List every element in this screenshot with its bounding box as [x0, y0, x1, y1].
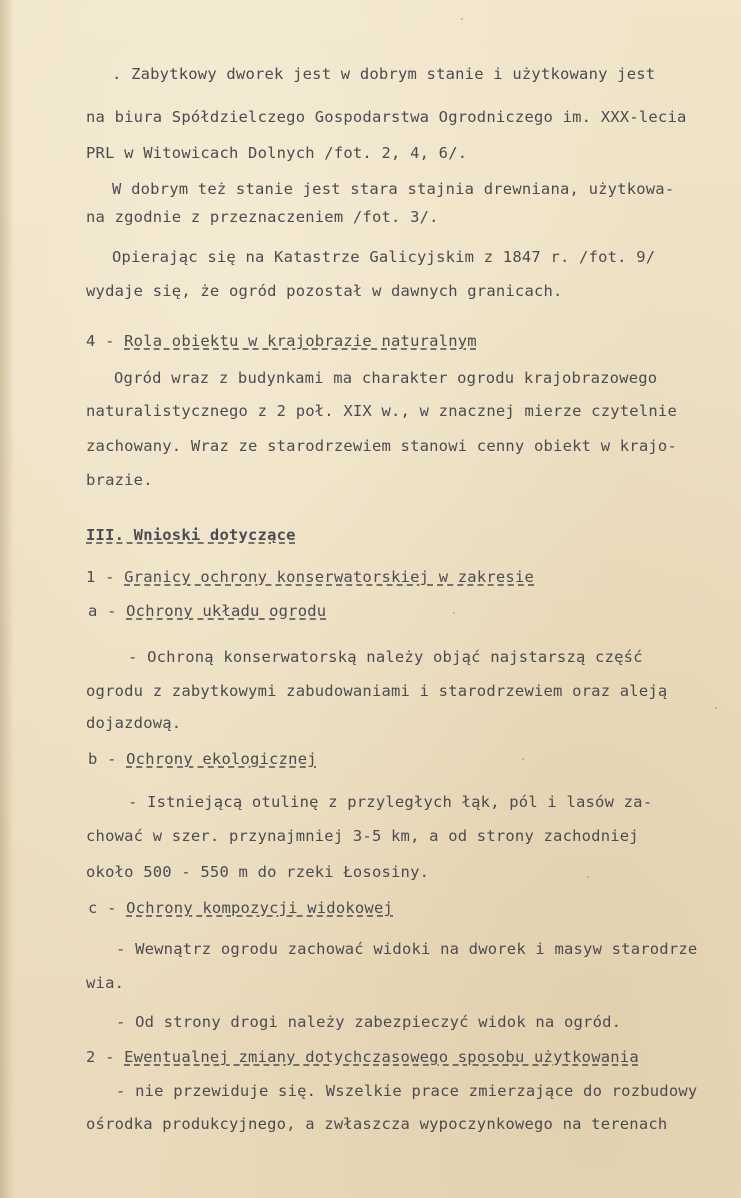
item-heading [88, 601, 326, 621]
paragraph-line: ogrodu z zabytkowymi zabudowaniami i starodrzewiem oraz aleją [86, 682, 668, 700]
paragraph-line: - nie przewiduje się. Wszelkie prace zmierzające do rozbudowy [116, 1082, 698, 1100]
item-heading [88, 898, 393, 918]
subsection-number: 2 - [86, 1048, 125, 1066]
subsection-title: Granicy ochrony konserwatorskiej w zakresie [124, 568, 535, 586]
chapter-heading: III. Wnioski dotyczące [86, 526, 296, 544]
paragraph-line: - Od strony drogi należy zabezpieczyć widok na ogród. [116, 1013, 622, 1031]
item-title: Ochrony ekologicznej [126, 750, 317, 768]
section-title: Rola obiektu w krajobrazie naturalnym [124, 332, 477, 350]
section-heading [86, 331, 477, 351]
paragraph-line: PRL w Witowicach Dolnych /fot. 2, 4, 6/. [86, 144, 468, 162]
subsection-number: 1 - [86, 568, 125, 586]
paragraph-line: wia. [86, 974, 125, 992]
item-letter: b - [88, 750, 127, 768]
paragraph-line: Ogród wraz z budynkami ma charakter ogrodu krajobrazowego [114, 369, 658, 387]
paragraph-line: ośrodka produkcyjnego, a zwłaszcza wypoczynkowego na terenach [86, 1115, 668, 1133]
item-title: Ochrony układu ogrodu [126, 602, 327, 620]
subsection-heading [86, 1047, 639, 1067]
paragraph-line: . Zabytkowy dworek jest w dobrym stanie i użytkowany jest [112, 65, 656, 83]
paragraph-line: na biura Spółdzielczego Gospodarstwa Ogrodniczego im. XXX-lecia [86, 108, 687, 126]
paragraph-line: zachowany. Wraz ze starodrzewiem stanowi cenny obiekt w krajo- [86, 437, 677, 455]
paragraph-line: dojazdową. [86, 714, 182, 732]
paragraph-line: W dobrym też stanie jest stara stajnia drewniana, użytkowa- [112, 180, 675, 198]
subsection-heading [86, 567, 534, 587]
paragraph-line: - Ochroną konserwatorską należy objąć najstarszą część [128, 648, 643, 666]
paper-speck [453, 612, 455, 614]
item-title: Ochrony kompozycji widokowej [126, 899, 394, 917]
paper-speck [461, 18, 463, 20]
paragraph-line: - Wewnątrz ogrodu zachować widoki na dworek i masyw starodrze [116, 940, 698, 958]
item-heading [88, 749, 317, 769]
page-edge-shadow [0, 0, 14, 1198]
item-letter: c - [88, 899, 127, 917]
paper-speck [522, 758, 524, 760]
paragraph-line: naturalistycznego z 2 poł. XIX w., w znacznej mierze czytelnie [86, 402, 677, 420]
paragraph-line: chować w szer. przynajmniej 3-5 km, a od strony zachodniej [86, 827, 639, 845]
paragraph-line: około 500 - 550 m do rzeki Łososiny. [86, 863, 430, 881]
paragraph-line: na zgodnie z przeznaczeniem /fot. 3/. [86, 208, 439, 226]
paper-speck [715, 707, 717, 709]
paragraph-line: wydaje się, że ogród pozostał w dawnych granicach. [86, 282, 563, 300]
paragraph-line: - Istniejącą otulinę z przyległych łąk, pól i lasów za- [128, 793, 653, 811]
paper-speck [587, 876, 589, 878]
paragraph-line: brazie. [86, 471, 153, 489]
subsection-title: Ewentualnej zmiany dotychczasowego sposobu użytkowania [124, 1048, 639, 1066]
item-letter: a - [88, 602, 127, 620]
section-number: 4 - [86, 332, 125, 350]
paragraph-line: Opierając się na Katastrze Galicyjskim z 1847 r. /fot. 9/ [112, 248, 656, 266]
